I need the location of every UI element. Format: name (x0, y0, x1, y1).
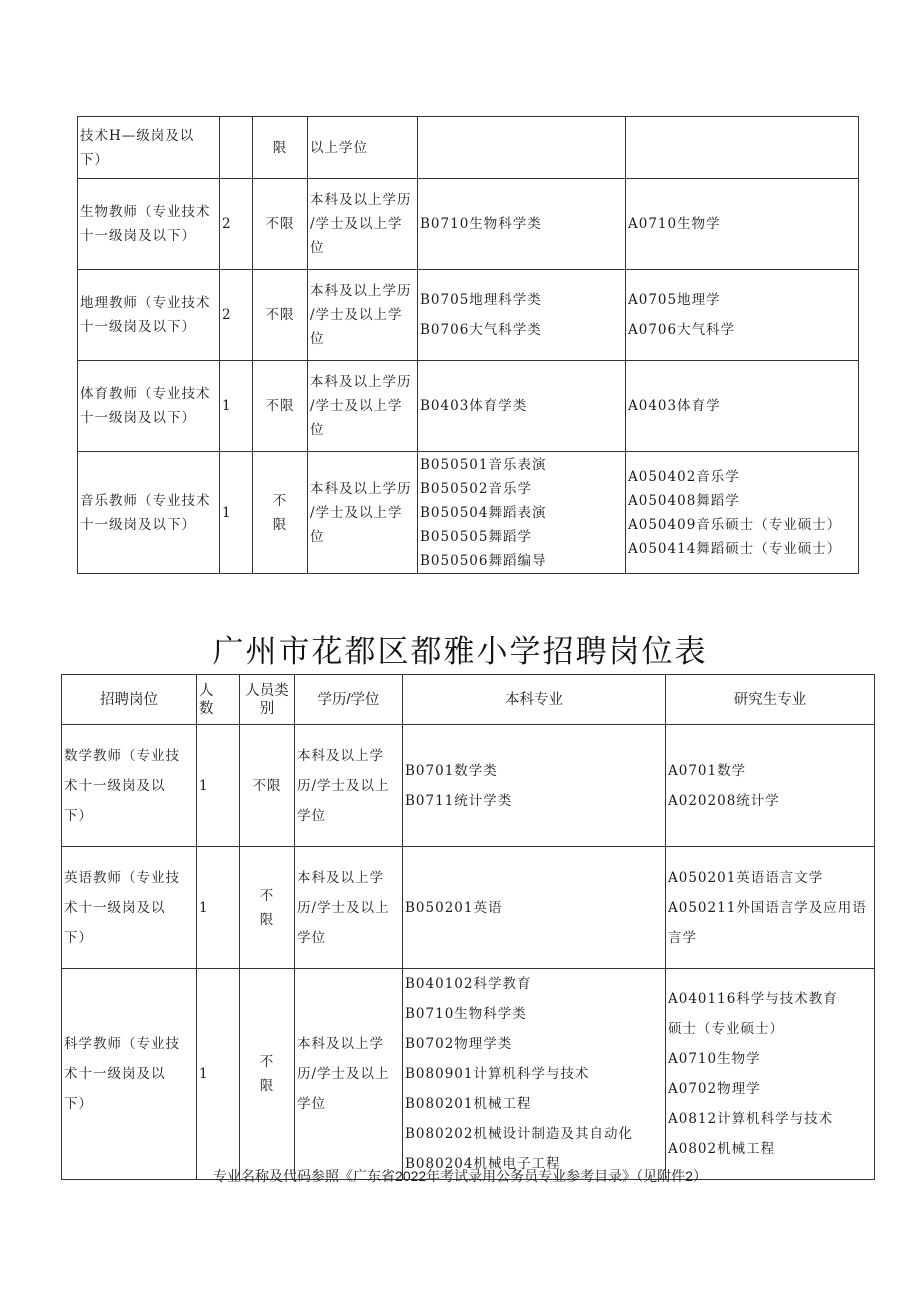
header-graduate: 研究生专业 (666, 675, 875, 725)
position-cell: 体育教师（专业技术 十一级岗及以下） (78, 361, 220, 452)
undergrad-cell: B0710生物科学类 (418, 179, 626, 270)
category-cell: 不限 (253, 270, 308, 361)
education-cell: 本科及以上学历 /学士及以上学 位 (308, 270, 418, 361)
count-cell: 2 (220, 270, 253, 361)
position-cell: 英语教师（专业技 术十一级岗及以 下） (62, 847, 197, 969)
undergrad-cell: B040102科学教育 B0710生物科学类 B0702物理学类 B080901计算机科学与技术 B080201机械工程 B080202机械设计制造及其自动化 B080204机械电子工程 (403, 969, 666, 1180)
table-row (62, 847, 875, 969)
graduate-cell: A050402音乐学 A050408舞蹈学 A050409音乐硕士（专业硕士） A050414舞蹈硕士（专业硕士） (626, 452, 859, 574)
undergrad-cell: B050501音乐表演 B050502音乐学 B050504舞蹈表演 B050505舞蹈学 B050506舞蹈编导 (418, 452, 626, 574)
graduate-cell (626, 117, 859, 179)
undergrad-cell: B050201英语 (403, 847, 666, 969)
count-cell: 1 (220, 452, 253, 574)
category-cell: 限 (253, 117, 308, 179)
education-cell: 本科及以上学 历/学士及以上 学位 (295, 847, 403, 969)
position-cell: 科学教师（专业技 术十一级岗及以 下） (62, 969, 197, 1180)
table-row (78, 117, 859, 179)
category-cell: 不限 (253, 361, 308, 452)
category-cell: 不限 (240, 725, 295, 847)
education-cell: 本科及以上学 历/学士及以上 学位 (295, 969, 403, 1180)
graduate-cell: A0710生物学 (626, 179, 859, 270)
undergrad-cell: B0403体育学类 (418, 361, 626, 452)
position-cell: 生物教师（专业技术 十一级岗及以下） (78, 179, 220, 270)
table-row (78, 361, 859, 452)
position-cell: 地理教师（专业技术 十一级岗及以下） (78, 270, 220, 361)
recruitment-positions-table (61, 674, 875, 1180)
graduate-cell: A0701数学 A020208统计学 (666, 725, 875, 847)
undergrad-cell: B0701数学类 B0711统计学类 (403, 725, 666, 847)
count-cell: 1 (197, 847, 240, 969)
education-cell: 本科及以上学历 /学士及以上学 位 (308, 361, 418, 452)
undergrad-cell: B0705地理科学类 B0706大气科学类 (418, 270, 626, 361)
table-row (78, 270, 859, 361)
graduate-cell: A0705地理学 A0706大气科学 (626, 270, 859, 361)
table-row (78, 452, 859, 574)
position-cell: 音乐教师（专业技术 十一级岗及以下） (78, 452, 220, 574)
education-cell: 本科及以上学 历/学士及以上 学位 (295, 725, 403, 847)
graduate-cell: A040116科学与技术教育 硕士（专业硕士） A0710生物学 A0702物理学 A0812计算机科学与技术 A0802机械工程 (666, 969, 875, 1180)
undergrad-cell (418, 117, 626, 179)
table-header-row (62, 675, 875, 725)
graduate-cell: A050201英语语言文学 A050211外国语言学及应用语 言学 (666, 847, 875, 969)
category-cell: 不 限 (240, 969, 295, 1180)
table-row (62, 725, 875, 847)
table-row (78, 179, 859, 270)
count-cell: 1 (197, 969, 240, 1180)
category-cell: 不限 (253, 179, 308, 270)
count-cell (220, 117, 253, 179)
category-cell: 不 限 (253, 452, 308, 574)
table-row (62, 969, 875, 1180)
position-cell: 技术H—级岗及以 下） (78, 117, 220, 179)
count-cell: 1 (220, 361, 253, 452)
graduate-cell: A0403体育学 (626, 361, 859, 452)
header-category: 人员类 别 (240, 675, 295, 725)
page-title: 广州市花都区都雅小学招聘岗位表 (212, 634, 708, 670)
count-cell: 1 (197, 725, 240, 847)
education-cell: 以上学位 (308, 117, 418, 179)
position-cell: 数学教师（专业技 术十一级岗及以 下） (62, 725, 197, 847)
education-cell: 本科及以上学历 /学士及以上学 位 (308, 179, 418, 270)
header-education: 学历/学位 (295, 675, 403, 725)
category-cell: 不 限 (240, 847, 295, 969)
header-undergrad: 本科专业 (403, 675, 666, 725)
header-count: 人 数 (197, 675, 240, 725)
footnote: 专业名称及代码参照《广东省2022年考试录用公务员专业参考目录》（见附件2） (213, 1168, 707, 1184)
continued-positions-table (77, 116, 859, 574)
education-cell: 本科及以上学历 /学士及以上学 位 (308, 452, 418, 574)
header-position: 招聘岗位 (62, 675, 197, 725)
count-cell: 2 (220, 179, 253, 270)
